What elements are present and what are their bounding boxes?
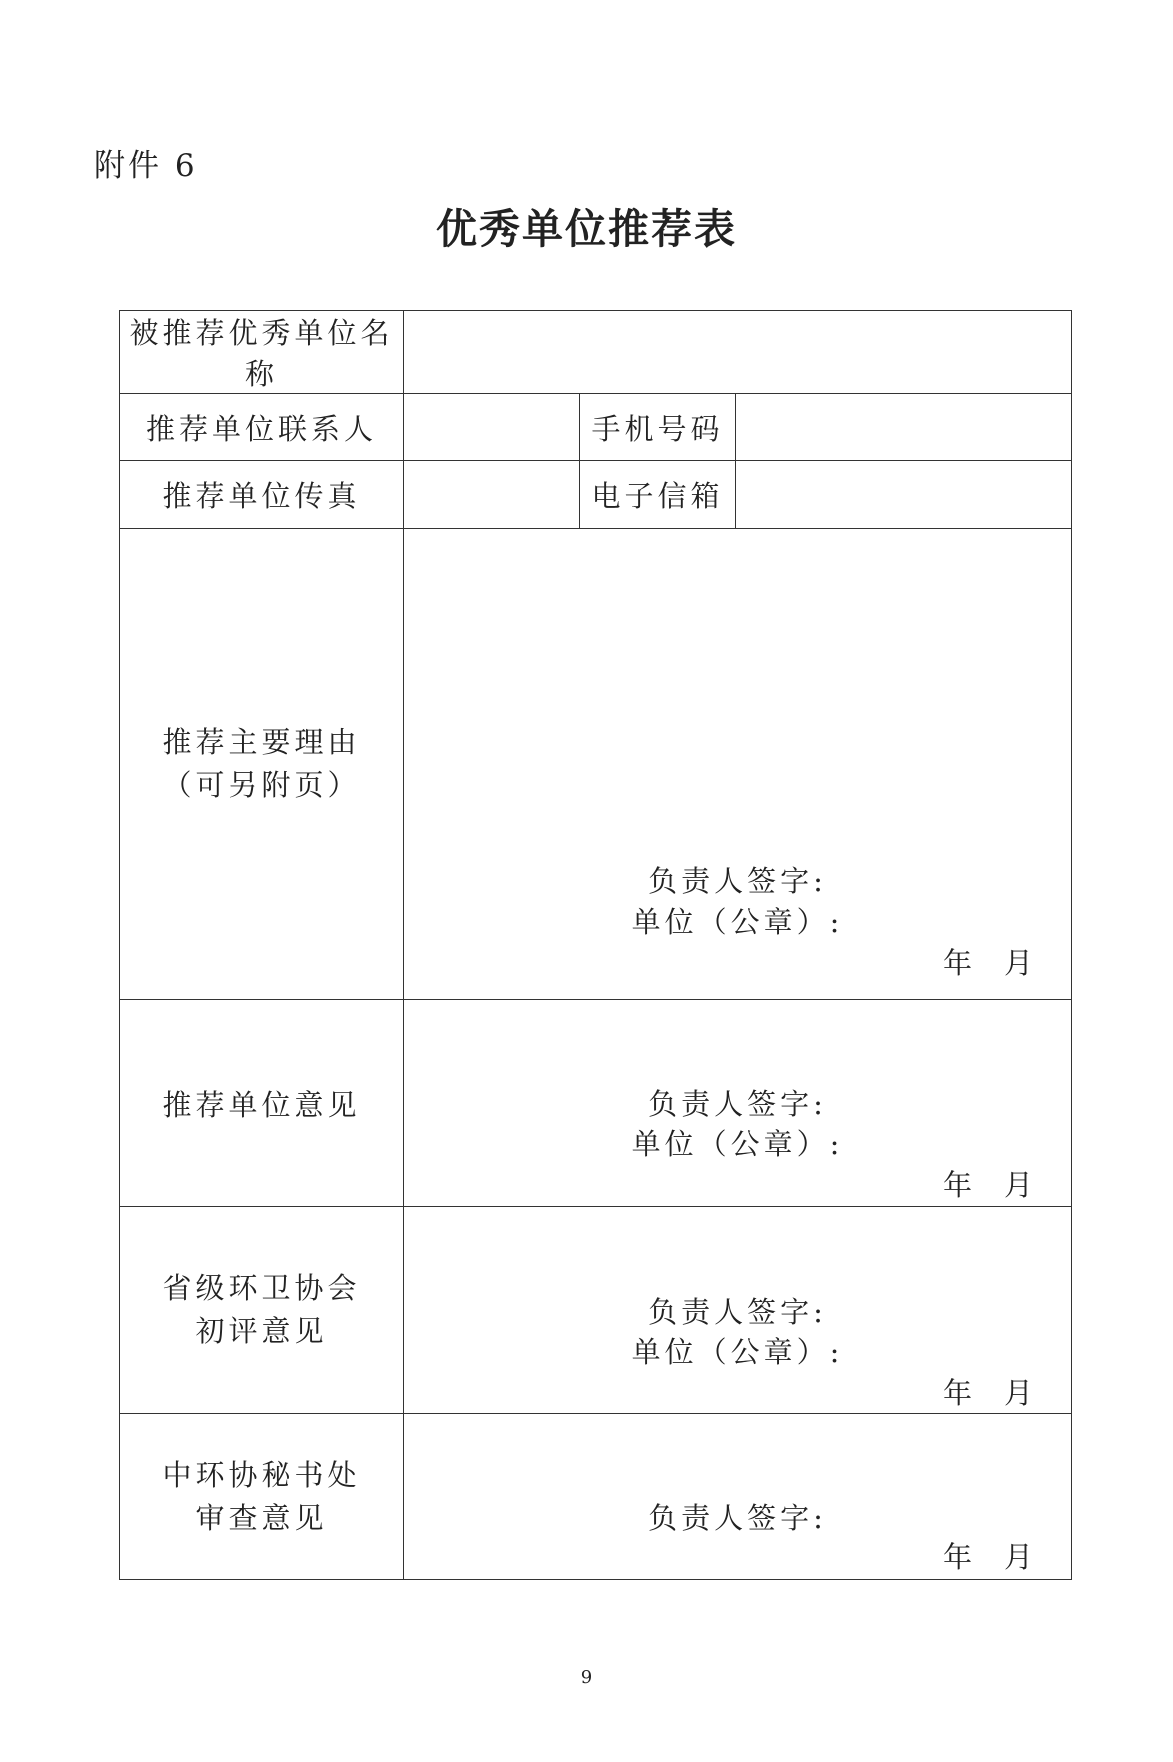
page-number: 9 xyxy=(580,1667,593,1688)
month-label: 月 xyxy=(1004,1540,1034,1574)
reason-label-line2: （可另附页） xyxy=(162,768,361,802)
secretariat-opinion-row xyxy=(120,1414,1072,1580)
unit-opinion-row xyxy=(120,1000,1072,1207)
seal-label: 单位（公章）: xyxy=(631,1127,844,1161)
attachment-label: 附件 6 xyxy=(94,148,198,184)
reason-label xyxy=(120,529,404,1000)
fax-row xyxy=(120,461,1072,529)
provincial-opinion-label xyxy=(120,1207,404,1414)
month-label: 月 xyxy=(1004,1168,1034,1202)
signature-label: 负责人签字: xyxy=(648,1501,827,1535)
year-label: 年 xyxy=(942,1168,972,1202)
page-title: 优秀单位推荐表 xyxy=(436,205,737,253)
year-label: 年 xyxy=(942,1540,972,1574)
fax-field[interactable] xyxy=(404,461,580,529)
unit-name-row xyxy=(120,311,1072,394)
date-line xyxy=(943,1371,1033,1412)
unit-name-label: 被推荐优秀单位名称 xyxy=(120,311,404,394)
provincial-opinion-row xyxy=(120,1207,1072,1414)
date-line xyxy=(943,1163,1033,1204)
reason-label-line1: 推荐主要理由 xyxy=(162,725,361,759)
recommendation-form xyxy=(119,310,1072,1580)
phone-label: 手机号码 xyxy=(580,394,736,461)
date-line xyxy=(943,941,1033,982)
secretariat-opinion-field[interactable] xyxy=(404,1414,1072,1580)
seal-label: 单位（公章）: xyxy=(631,905,844,939)
year-label: 年 xyxy=(942,946,972,980)
secretariat-label-line1: 中环协秘书处 xyxy=(162,1457,361,1492)
year-label: 年 xyxy=(942,1376,972,1410)
month-label: 月 xyxy=(1004,946,1034,980)
seal-label: 单位（公章）: xyxy=(631,1335,844,1369)
contact-label: 推荐单位联系人 xyxy=(120,394,404,461)
provincial-label-line1: 省级环卫协会 xyxy=(162,1271,361,1305)
email-field[interactable] xyxy=(736,461,1072,529)
secretariat-opinion-label xyxy=(120,1414,404,1580)
contact-field[interactable] xyxy=(404,394,580,461)
signature-label: 负责人签字: xyxy=(648,1087,827,1121)
provincial-opinion-field[interactable] xyxy=(404,1207,1072,1414)
signature-label: 负责人签字: xyxy=(648,864,827,898)
phone-field[interactable] xyxy=(736,394,1072,461)
unit-opinion-field[interactable] xyxy=(404,1000,1072,1207)
reason-field[interactable] xyxy=(404,529,1072,1000)
contact-row xyxy=(120,394,1072,461)
unit-name-field[interactable] xyxy=(404,311,1072,394)
provincial-label-line2: 初评意见 xyxy=(195,1314,328,1348)
reason-row xyxy=(120,529,1072,1000)
signature-label: 负责人签字: xyxy=(648,1295,827,1329)
fax-label: 推荐单位传真 xyxy=(120,461,404,529)
date-line xyxy=(943,1535,1033,1576)
month-label: 月 xyxy=(1004,1376,1034,1410)
email-label: 电子信箱 xyxy=(580,461,736,529)
secretariat-label-line2: 审查意见 xyxy=(195,1500,328,1535)
unit-opinion-label: 推荐单位意见 xyxy=(120,1000,404,1207)
